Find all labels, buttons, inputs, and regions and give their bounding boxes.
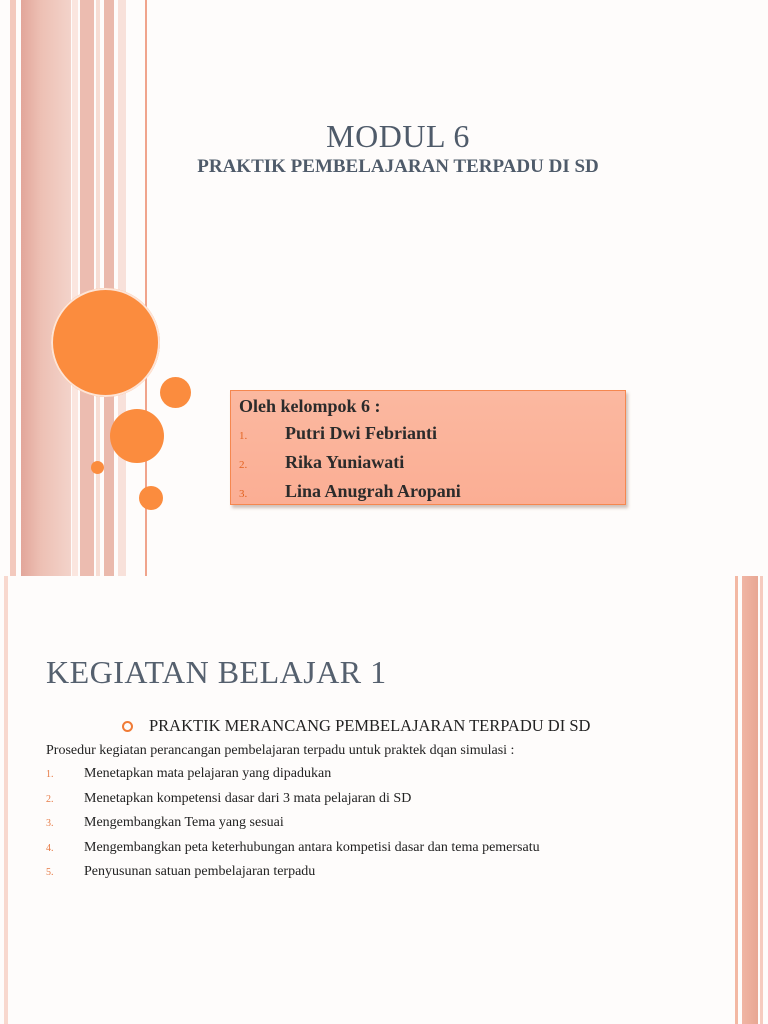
step-text: Menetapkan mata pelajaran yang dipadukan: [84, 766, 332, 781]
list-item: [239, 423, 617, 452]
steps-list: [46, 766, 540, 889]
step-text: Mengembangkan peta keterhubungan antara kompetisi dasar dan tema pemersatu: [84, 839, 540, 855]
step-text: Menetapkan kompetensi dasar dari 3 mata pelajaran di SD: [84, 790, 412, 806]
slide-title-text: MODUL 6: [326, 118, 470, 154]
list-number: 4.: [46, 842, 54, 854]
slide-content: [0, 576, 768, 1024]
list-item: [46, 791, 540, 816]
member-name: Rika Yuniawati: [285, 452, 405, 472]
decor-stripe: [72, 0, 78, 576]
list-number: 5.: [46, 867, 54, 878]
list-number: 3.: [239, 488, 248, 500]
decor-circle: [160, 377, 191, 408]
decor-stripe: [118, 0, 126, 576]
list-item: [239, 452, 617, 481]
list-number: 1.: [46, 769, 54, 780]
slide-subtitle: PRAKTIK PEMBELAJARAN TERPADU DI SD: [197, 156, 599, 177]
list-item: [46, 766, 540, 791]
decor-stripe: [80, 0, 94, 576]
decor-stripe: [10, 0, 16, 576]
procedure-text: Prosedur kegiatan perancangan pembelajaran terpadu untuk praktek dqan simulasi :: [46, 743, 515, 758]
list-item: [46, 815, 540, 840]
list-number: 2.: [46, 793, 54, 805]
group-members-box: [230, 390, 626, 505]
decor-stripe: [4, 576, 8, 1024]
decor-circle-large: [51, 288, 160, 397]
decor-stripe: [742, 576, 758, 1024]
step-text: Penyusunan satuan pembelajaran terpadu: [84, 864, 316, 879]
decor-stripe: [760, 576, 763, 1024]
list-item: [46, 864, 540, 889]
list-number: 1.: [239, 430, 248, 442]
bullet-row: [122, 716, 590, 736]
decor-circle: [139, 486, 163, 510]
list-number: 3.: [46, 818, 54, 829]
member-list: [239, 423, 617, 510]
list-item: [239, 481, 617, 510]
step-text: Mengembangkan Tema yang sesuai: [84, 815, 284, 830]
decor-circle: [110, 409, 164, 463]
list-item: [46, 840, 540, 865]
ring-bullet-icon: [122, 721, 133, 732]
decor-circle-small: [91, 461, 104, 474]
bullet-heading: PRAKTIK MERANCANG PEMBELAJARAN TERPADU DI SD: [149, 716, 591, 735]
decor-stripe: [21, 0, 71, 576]
member-name: Lina Anugrah Aropani: [285, 481, 461, 501]
member-name: Putri Dwi Febrianti: [285, 423, 437, 443]
section-title: KEGIATAN BELAJAR 1: [46, 654, 387, 690]
list-number: 2.: [239, 459, 248, 471]
group-heading: Oleh kelompok 6 :: [239, 396, 381, 416]
decor-stripe: [735, 576, 738, 1024]
